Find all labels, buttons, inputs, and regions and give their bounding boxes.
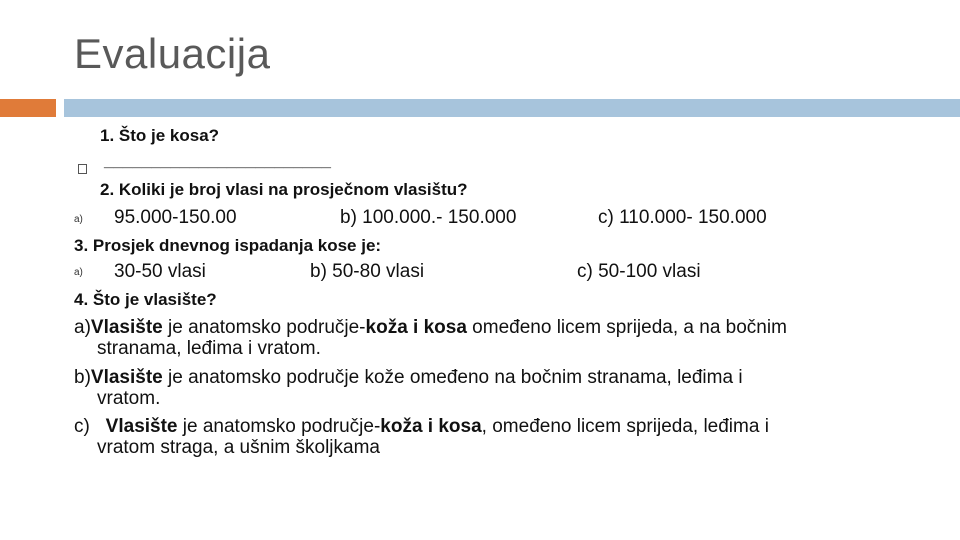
question-3: 3. Prosjek dnevnog ispadanja kose je: xyxy=(74,236,382,255)
q2-option-b: b) 100.000.- 150.000 xyxy=(340,207,517,228)
option-text: je anatomsko područje- xyxy=(162,317,366,338)
question-2: 2. Koliki je broj vlasi na prosječnom vlasištu? xyxy=(100,180,468,199)
q4-option-a xyxy=(74,317,787,338)
q4-option-b xyxy=(74,367,743,388)
option-prefix: a) xyxy=(74,317,91,338)
q4-option-c xyxy=(74,416,769,437)
q4-option-c-line2: vratom straga, a ušnim školjkama xyxy=(97,437,380,458)
term-koza-i-kosa: koža i kosa xyxy=(365,317,467,338)
q4-option-a-line2: stranama, leđima i vratom. xyxy=(97,338,321,359)
accent-bar-blue xyxy=(64,99,960,117)
term-vlasiste: Vlasište xyxy=(105,416,178,437)
option-marker: a) xyxy=(74,267,83,278)
term-vlasiste: Vlasište xyxy=(90,367,163,388)
option-prefix: b) xyxy=(74,367,91,388)
option-marker: a) xyxy=(74,214,83,225)
term-koza-i-kosa: koža i kosa xyxy=(380,416,482,437)
option-text: , omeđeno licem sprijeda, leđima i xyxy=(481,416,769,437)
option-text: je anatomsko područje kože omeđeno na bočnim stranama, leđima i xyxy=(162,367,743,388)
question-4: 4. Što je vlasište? xyxy=(74,290,217,309)
option-text: je anatomsko područje- xyxy=(177,416,381,437)
slide-title: Evaluacija xyxy=(74,30,271,77)
accent-bar-orange xyxy=(0,99,56,117)
answer-blank-line: ________________________ xyxy=(104,151,331,170)
q3-option-b: b) 50-80 vlasi xyxy=(310,261,425,282)
q2-option-a: 95.000-150.00 xyxy=(114,207,237,228)
q3-option-a: 30-50 vlasi xyxy=(114,261,206,282)
q3-option-c: c) 50-100 vlasi xyxy=(577,261,701,282)
question-1: 1. Što je kosa? xyxy=(100,126,220,145)
bullet-icon xyxy=(78,164,87,174)
term-vlasiste: Vlasište xyxy=(90,317,163,338)
q2-option-c: c) 110.000- 150.000 xyxy=(598,207,767,228)
option-text: omeđeno licem sprijeda, a na bočnim xyxy=(466,317,787,338)
q4-option-b-line2: vratom. xyxy=(97,388,161,409)
option-prefix: c) xyxy=(74,416,106,437)
